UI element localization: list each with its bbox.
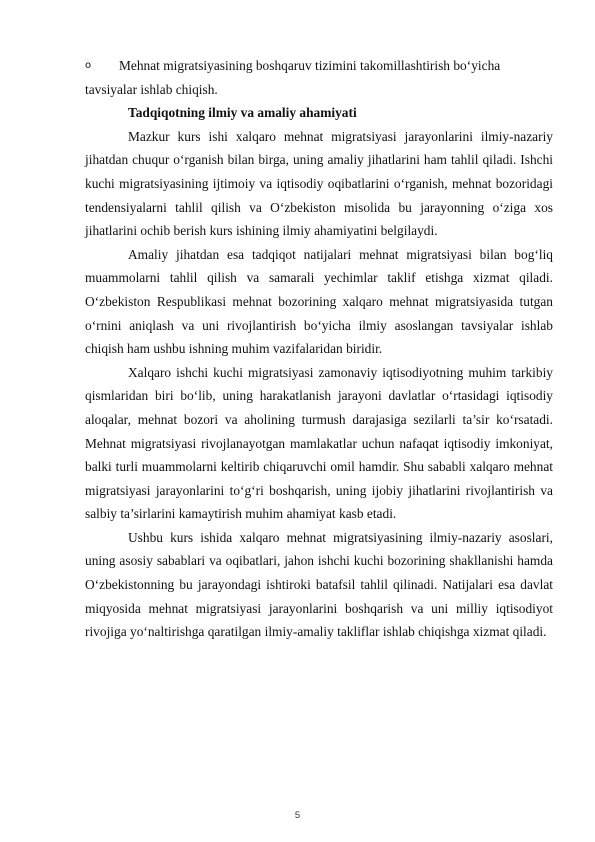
page-number: 5 (294, 810, 301, 821)
bullet-circle-icon: o (85, 60, 92, 71)
page-content (85, 54, 553, 644)
paragraph-1: Mazkur kurs ishi xalqaro mehnat migratsiyasi jarayonlarini ilmiy-nazariy jihatdan chuqur o‘rganish bilan birga, uning amaliy jihatlarini ham tahlil qiladi. Ishchi kuchi migratsiyasining ijtimoiy va iqtisodiy oqibatlarini o‘rganish, mehnat bozoridagi tendensiyalarni tahlil qilish va O‘zbekiston misolida bu jarayonning o‘ziga xos jihatlarini ochib berish kurs ishining ilmiy ahamiyatini belgilaydi. (85, 128, 553, 239)
section-heading: Tadqiqotning ilmiy va amaliy ahamiyati (128, 105, 357, 121)
bullet-text-line2: tavsiyalar ishlab chiqish. (85, 81, 218, 97)
bullet-text-line1: Mehnat migratsiyasining boshqaruv tizimini takomillashtirish bo‘yicha (119, 58, 501, 73)
paragraph-4: Ushbu kurs ishida xalqaro mehnat migratsiyasining ilmiy-nazariy asoslari, uning asosiy sabablari va oqibatlari, jahon ishchi kuchi bozorining shakllanishi hamda O‘zbekistonning bu jarayondagi ishtiroki batafsil tahlil qilinadi. Natijalari esa davlat miqyosida mehnat migratsiyasi jarayonlarini boshqarish va uni milliy iqtisodiyot rivojiga yo‘naltirishga qaratilgan ilmiy-amaliy takliflar ishlab chiqishga xizmat qiladi. (85, 529, 553, 640)
paragraph-3: Xalqaro ishchi kuchi migratsiyasi zamonaviy iqtisodiyotning muhim tarkibiy qismlaridan biri bo‘lib, uning harakatlanish jarayoni davlatlar o‘rtasidagi iqtisodiy aloqalar, mehnat bozori va aholining turmush darajasiga sezilarli ta’sir ko‘rsatadi. Mehnat migratsiyasi rivojlanayotgan mamlakatlar uchun nafaqat iqtisodiy imkoniyat, balki turli muammolarni keltirib chiqaruvchi omil hamdir. Shu sababli xalqaro mehnat migratsiyasi jarayonlarini to‘g‘ri boshqarish, uning ijobiy jihatlarini rivojlantirish va salbiy ta’sirlarini kamaytirish muhim ahamiyat kasb etadi. (85, 364, 553, 522)
paragraph-2: Amaliy jihatdan esa tadqiqot natijalari mehnat migratsiyasi bilan bog‘liq muammolarni tahlil qilish va samarali yechimlar taklif etishga xizmat qiladi. O‘zbekiston Respublikasi mehnat bozorining xalqaro mehnat migratsiyasida tutgan o‘rnini aniqlash va uni rivojlantirish bo‘yicha ilmiy asoslangan tavsiyalar ishlab chiqish ham ushbu ishning muhim vazifalaridan biridir. (85, 246, 553, 357)
bullet-item (85, 54, 553, 78)
